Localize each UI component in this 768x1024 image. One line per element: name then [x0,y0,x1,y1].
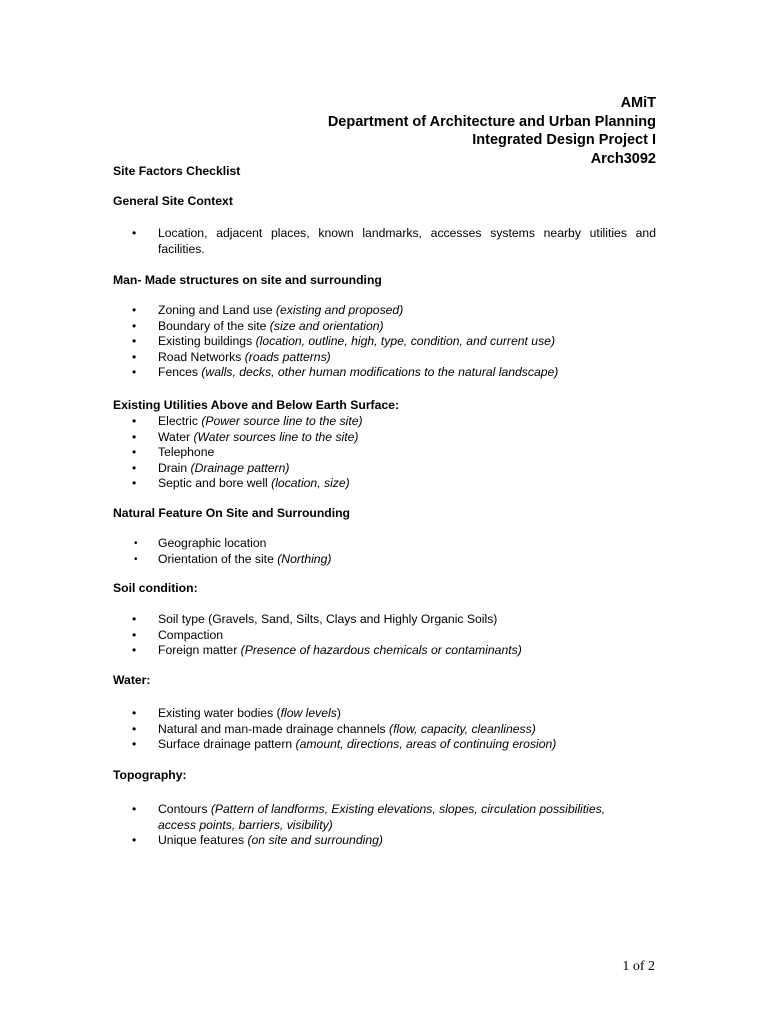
list-item: • Location, adjacent places, known landmarks, accesses systems nearby utilities and facilities. [132,226,656,256]
list-item: • Boundary of the site (size and orientation) [132,318,384,333]
course-title: Integrated Design Project I [472,132,656,148]
bullet-icon: • [132,334,137,349]
bullet-icon: • [134,553,138,565]
page-number: 1 of 2 [622,959,655,974]
list-item: • Electric (Power source line to the site) [132,414,363,428]
bullet-icon: • [134,538,138,549]
bullet-icon: • [132,365,137,380]
section-heading-natural: Natural Feature On Site and Surrounding [113,506,351,520]
list-general [0,226,656,257]
bullet-icon: • [132,460,137,475]
list-item: • Unique features (on site and surrounding) [132,833,383,848]
list-item: • Surface drainage pattern (amount, directions, areas of continuing erosion) [132,737,557,752]
bullet-icon: • [132,349,137,364]
department-name: Department of Architecture and Urban Planning [327,113,656,130]
list-item: • Water (Water sources line to the site) [132,429,359,444]
list-item: • Compaction [132,627,224,642]
bullet-icon: • [132,476,137,491]
bullet-icon: • [132,802,137,816]
section-heading-water: Water: [113,673,151,687]
bullet-icon: • [132,445,137,460]
bullet-icon: • [132,612,137,626]
list-item: • Existing buildings (location, outline, high, type, condition, and current use) [132,334,556,349]
list-item: • Contours (Pattern of landforms, Existing elevations, slopes, circulation possibilities, access points, barriers, visibility) [132,802,606,832]
list-item: • Road Networks (roads patterns) [132,349,331,364]
bullet-icon: • [132,226,137,240]
list-manmade [0,303,656,381]
list-item: • Natural and man-made drainage channels (flow, capacity, cleanliness) [132,721,536,736]
list-item: • Zoning and Land use (existing and proposed) [132,303,404,317]
list-item: • Geographic location [134,536,267,550]
section-heading-utilities: Existing Utilities Above and Below Earth Surface: [113,398,400,412]
list-item: • Soil type (Gravels, Sand, Silts, Clays and Highly Organic Soils) [132,612,498,626]
list-soil [0,612,656,659]
bullet-icon: • [132,833,137,848]
list-item: • Drain (Drainage pattern) [132,460,290,475]
bullet-icon: • [132,318,137,333]
list-item: • Telephone [132,445,215,460]
list-utilities [0,414,656,492]
list-topography [0,802,656,849]
section-heading-general: General Site Context [113,194,233,208]
section-heading-soil: Soil condition: [113,581,198,595]
list-water [0,706,656,753]
section-heading-topography: Topography: [113,768,187,782]
institution-name: AMiT [620,95,656,111]
bullet-icon: • [132,414,137,428]
bullet-icon: • [132,429,137,444]
bullet-icon: • [132,737,137,752]
list-item: • Existing water bodies (flow levels) [132,706,341,720]
bullet-icon: • [132,706,137,720]
list-natural [0,536,656,567]
list-item: • Foreign matter (Presence of hazardous chemicals or contaminants) [132,643,522,658]
course-code: Arch3092 [590,150,656,167]
list-item: • Fences (walls, decks, other human modifications to the natural landscape) [132,365,559,380]
section-heading-manmade: Man- Made structures on site and surrounding [113,273,382,287]
bullet-icon: • [132,303,137,317]
list-item: • Orientation of the site (Northing) [134,551,332,566]
bullet-icon: • [132,643,137,658]
document-header [328,94,656,168]
page-title: Site Factors Checklist [113,164,241,178]
bullet-icon: • [132,627,137,642]
list-item: • Septic and bore well (location, size) [132,476,350,491]
bullet-icon: • [132,721,137,736]
